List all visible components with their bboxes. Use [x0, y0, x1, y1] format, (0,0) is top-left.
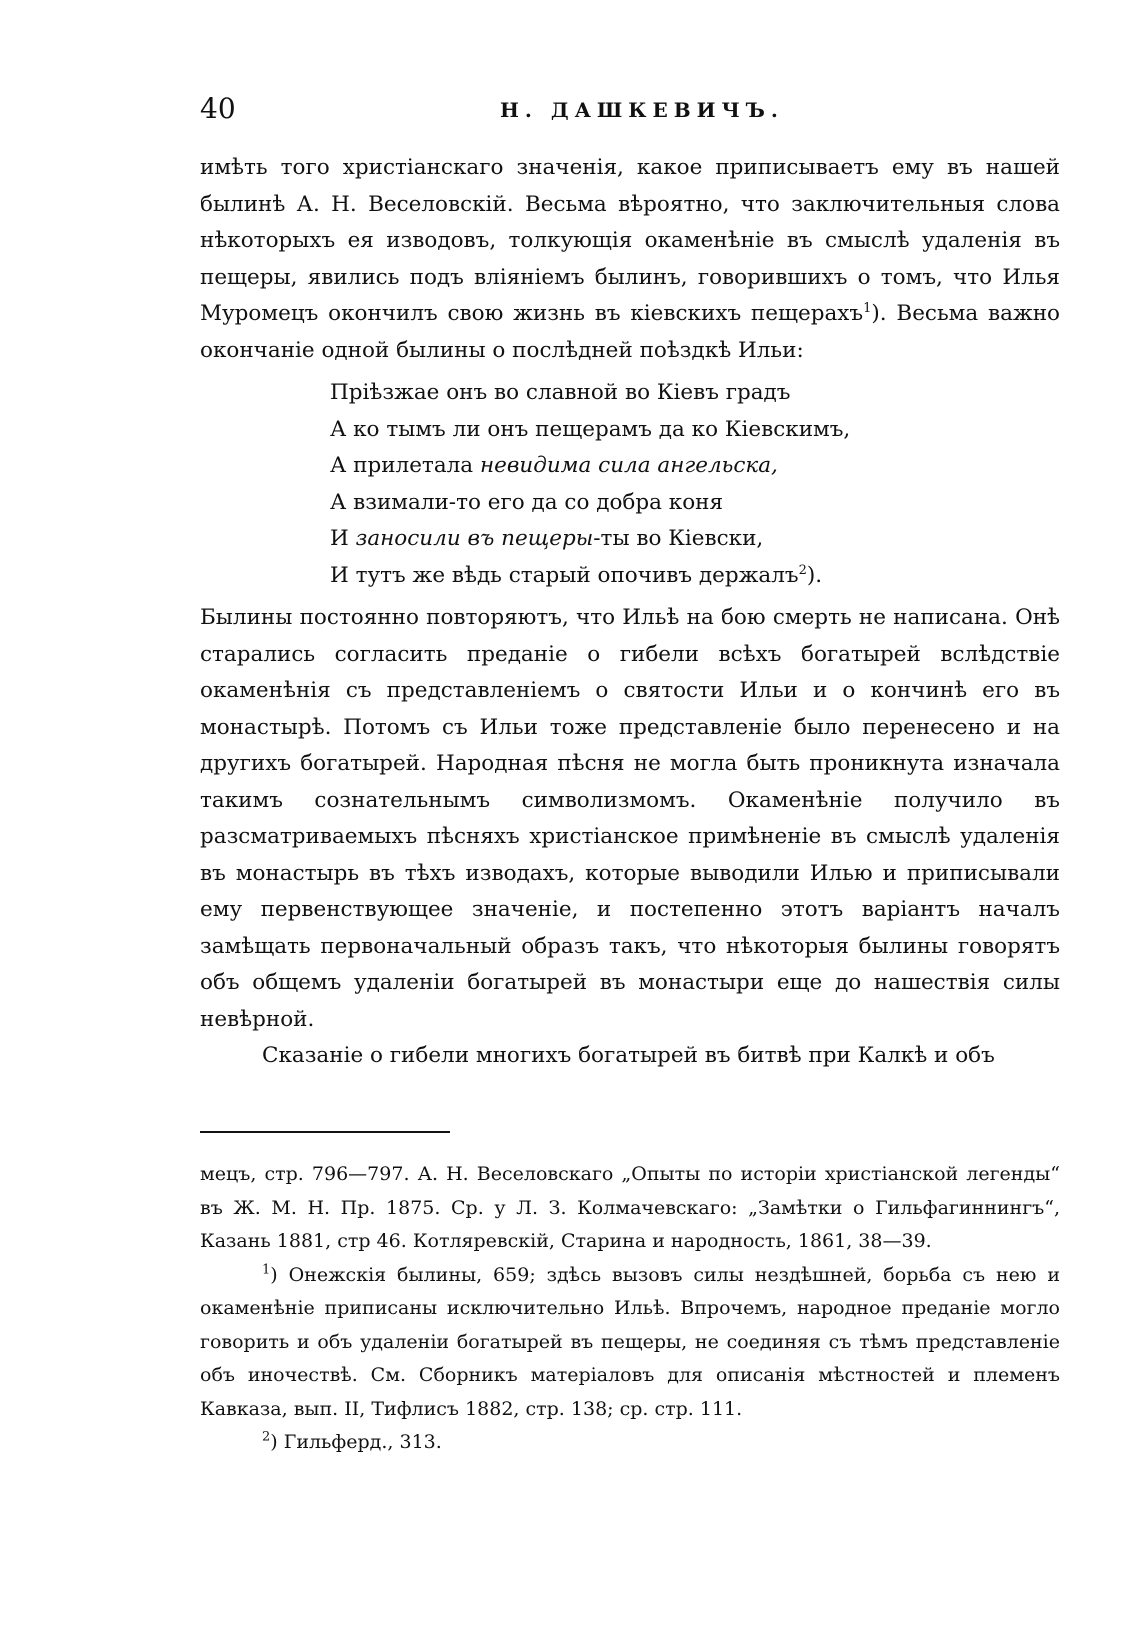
running-head: Н. ДАШКЕВИЧЪ. — [500, 98, 784, 122]
page-header — [200, 92, 1070, 132]
footnote-2: $^2$) Гильферд., 313. — [262, 1429, 442, 1453]
footnote-ref-2: 2 — [798, 562, 807, 578]
poem-line-3: А прилетала невидима сила ангельска, — [330, 453, 778, 478]
paragraph-1: имѣть того христіанскаго значенія, какое приписываетъ ему въ нашей былинѣ А. Н. Веселовскій. Весьма вѣроятно, что заключительныя слова нѣкоторыхъ ея изводовъ, толкующія окаменѣніе въ смыслѣ удаленія въ пещеры, явились подъ вліяніемъ былинъ, говорившихъ о томъ, что Илья Муромецъ окончилъ свою жизнь въ кіевскихъ пещерахъ$^1$). Весьма важно окончаніе одной былины о послѣдней поѣздкѣ Ильи: — [200, 155, 1061, 363]
paragraph-3: Сказаніе о гибели многихъ богатырей въ битвѣ при Калкѣ и объ — [262, 1043, 995, 1068]
poem-quote — [330, 375, 1060, 594]
poem-line-4: А взимали-то его да со добра коня — [330, 489, 724, 515]
paragraph-2: Былины постоянно повторяютъ, что Ильѣ на бою смерть не написана. Онѣ старались согласить преданіе о гибели всѣхъ богатырей вслѣдствіе окаменѣнія съ представленіемъ о святости Ильи и о кончинѣ его въ монастырѣ. Потомъ съ Ильи тоже представленіе было перенесено и на другихъ богатырей. Народная пѣсня не могла быть проникнута изначала такимъ сознательнымъ символизмомъ. Окаменѣніе получило въ разсматриваемыхъ пѣсняхъ христіанское примѣненіе въ смыслѣ удаленія въ монастырь въ тѣхъ изводахъ, которые выводили Илью и приписывали ему первенствующее значеніе, и постепенно этотъ варіантъ началъ замѣщать первоначальный образъ такъ, что нѣкоторыя былины говорятъ объ общемъ удаленіи богатырей въ монастыри еще до нашествія силы невѣрной. — [200, 605, 1060, 1032]
footnote-1: $^1$) Онежскія былины, 659; здѣсь вызовъ силы нездѣшней, борьба съ нею и окаменѣніе приписаны исключительно Ильѣ. Впрочемъ, народное преданіе могло говорить и объ удаленіи богатырей въ пещеры, не соединяя съ тѣмъ представленіе объ иночествѣ. См. Сборникъ матеріаловъ для описанія мѣстностей и племенъ Кавказа, вып. II, Тифлисъ 1882, стр. 138; ср. стр. 111. — [200, 1262, 1060, 1420]
footnotes — [200, 1158, 1060, 1460]
poem-line-2: А ко тымъ ли онъ пещерамъ да ко Кіевскимъ, — [330, 416, 851, 442]
main-text — [200, 150, 1060, 1075]
footnote-continuation: мецъ, стр. 796—797. А. Н. Веселовскаго „Опыты по исторіи христіанской легенды“ въ Ж. М. Н. Пр. 1875. Ср. у Л. З. Колмачевскаго: „Замѣтки о Гильфагиннингъ“, Казань 1881, стр 46. Котляревскій, Старина и народность, 1861, 38—39. — [200, 1163, 1060, 1252]
poem-line-6: И тутъ же вѣдь старый опочивъ держалъ$^2$). — [330, 562, 823, 588]
poem-line-5: И заносили въ пещеры-ты во Кіевски, — [330, 526, 764, 551]
poem-line-1: Пріѣзжае онъ во славной во Кіевъ градъ — [330, 380, 791, 405]
footnote-ref-1: 1 — [863, 300, 872, 316]
footnote-divider — [200, 1131, 450, 1133]
page-number: 40 — [200, 92, 236, 125]
